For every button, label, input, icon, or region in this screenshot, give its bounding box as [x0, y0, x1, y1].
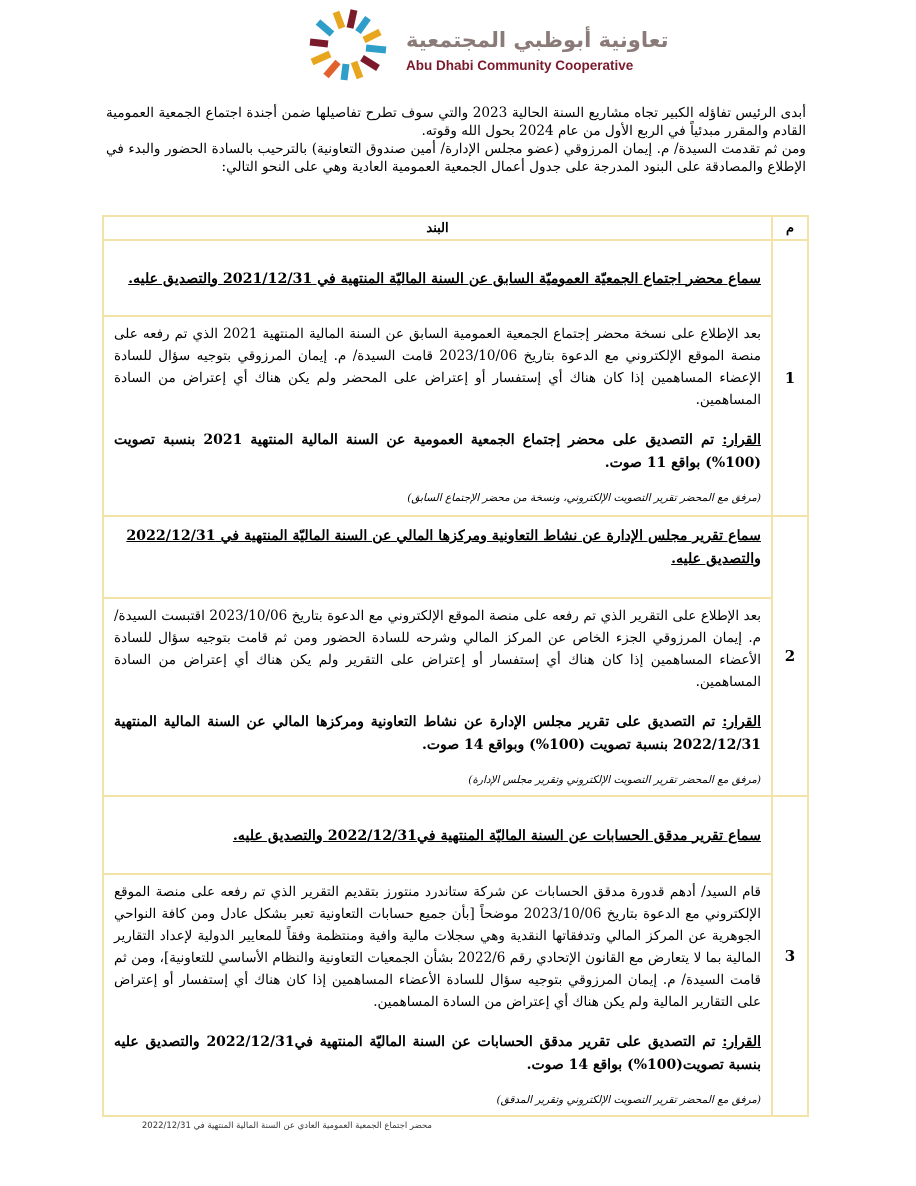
page-footer: محضر اجتماع الجمعية العمومية العادي عن السنة المالية المنتهية في 2022/12/31 — [141, 1121, 432, 1131]
decision-text: تم التصديق على تقرير مدقق الحسابات عن السنة الماليّة المنتهية في2022/12/31 والتصديق عليه بنسبة تصويت(100%) بواقع 14 صوت. — [114, 1034, 761, 1073]
table-row — [103, 516, 808, 598]
decision-text: تم التصديق على محضر إجتماع الجمعية العمومية عن السنة المالية المنتهية 2021 بنسبة تصويت (100%) بواقع 11 صوت. — [114, 432, 761, 471]
decision-label: القرار: — [722, 432, 761, 448]
intro-text — [106, 104, 806, 176]
table-row — [103, 240, 808, 316]
row-decision — [114, 429, 761, 475]
row-number: 2 — [772, 516, 808, 796]
row-description: بعد الإطلاع على نسخة محضر إجتماع الجمعية العمومية السابق عن السنة المالية المنتهية 2021 الذي تم رفعه على منصة الموقع الإلكتروني مع الدعوة بتاريخ 2023/10/06 قامت السيدة/ م. إيمان المرزوقي بتوجيه سؤال للسادة الإعضاء المساهمين إذا كان هناك أي إستفسار أو إعتراض على المحضر ولم يكن هناك أي إعتراض من السادة المساهمين. — [114, 326, 761, 408]
table-row-body — [103, 874, 808, 1116]
row-title: سماع محضر اجتماع الجمعيّة العموميّة السابق عن السنة الماليّة المنتهية في 2021/12/31 والتصديق عليه. — [103, 240, 772, 316]
row-attachment: (مرفق مع المحضر تقرير التصويت الإلكتروني وتقرير المدقق) — [496, 1094, 761, 1106]
row-description: بعد الإطلاع على التقرير الذي تم رفعه على منصة الموقع الإلكتروني مع الدعوة بتاريخ 2023/10/06 اقتبست السيدة/ م. إيمان المرزوقي الجزء الخاص عن المركز المالي وشرحه للسادة الحضور ومن ثم قامت بتوجيه سؤال للسادة الأعضاء المساهمين إذا كان هناك أي إستفسار أو إعتراض على التقرير ولم يكن هناك أي إعتراض من السادة المساهمين. — [114, 608, 762, 690]
decision-text: تم التصديق على تقرير مجلس الإدارة عن نشاط التعاونية ومركزها المالي عن السنة المالية المنتهية 2022/12/31 بنسبة تصويت (100%) وبواقع 14 صوت. — [114, 714, 761, 753]
row-number: 1 — [772, 240, 808, 516]
table-header-row — [103, 216, 808, 240]
row-number: 3 — [772, 796, 808, 1116]
header-logo — [298, 6, 669, 82]
row-body-cell — [103, 598, 772, 796]
intro-paragraph-2: ومن ثم تقدمت السيدة/ م. إيمان المرزوقي (عضو مجلس الإدارة/ أمين صندوق التعاونية) بالترحيب بالسادة الحضور والبدء في الإطلاع والمصادقة على البنود المدرجة على جدول أعمال الجمعية العمومية العادية وهي على النحو التالي: — [106, 141, 806, 175]
row-body-cell — [103, 316, 772, 516]
agenda-table — [102, 215, 809, 1117]
logo-english-name: Abu Dhabi Community Cooperative — [406, 58, 634, 73]
row-title: سماع تقرير مدقق الحسابات عن السنة الماليّة المنتهية في2022/12/31 والتصديق عليه. — [103, 796, 772, 874]
row-decision — [114, 711, 761, 757]
decision-label: القرار: — [722, 1034, 761, 1050]
table-row-body — [103, 316, 808, 516]
row-title: سماع تقرير مجلس الإدارة عن نشاط التعاونية ومركزها المالي عن السنة الماليّة المنتهية في 2022/12/31 والتصديق عليه. — [103, 516, 772, 598]
row-attachment: (مرفق مع المحضر تقرير التصويت الإلكتروني، ونسخة من محضر الإجتماع السابق) — [407, 492, 761, 504]
intro-paragraph-1: أبدى الرئيس تفاؤله الكبير تجاه مشاريع السنة الحالية 2023 والتي سوف تطرح تفاصيلها ضمن أجندة اجتماع الجمعية العمومية القادم والمقرر مبدئياً في الربع الأول من عام 2024 بحول الله وقوته. — [106, 105, 806, 139]
row-decision — [114, 1031, 761, 1077]
decision-label: القرار: — [722, 714, 761, 730]
table-row — [103, 796, 808, 874]
header-item: البند — [103, 216, 772, 240]
cooperative-logo-icon — [298, 6, 398, 82]
header-number: م — [772, 216, 808, 240]
row-description: قام السيد/ أدهم قدورة مدقق الحسابات عن شركة ستاندرد منتورز بتقديم التقرير الذي تم رفعه على منصة الموقع الإلكتروني مع الدعوة بتاريخ 2023/10/06 موضحاً [بأن جميع حسابات التعاونية تعبر بشكل عادل ومن كافة النواحي الجوهرية عن المركز المالي وتدفقاتها النقدية وهي سجلات مالية وافية ومنتظمة وفقاً للمعايير الدولية لإعداد التقارير المالية بما لا يتعارض مع القانون الإتحادي رقم 2022/6 بشأن الجمعيات التعاونية والنظام الأساسي للتعاونية]، ومن ثم قامت السيدة/ م. إيمان المرزوقي بتوجيه سؤال للسادة الأعضاء المساهمين إذا كان هناك أي إستفسار أو إعتراض على التقارير المالية ولم يكن هناك أي إعتراض من السادة المساهمين. — [114, 884, 761, 1010]
row-attachment: (مرفق مع المحضر تقرير التصويت الإلكتروني وتقرير مجلس الإدارة) — [468, 774, 761, 786]
logo-arabic-name: تعاونية أبوظبي المجتمعية — [406, 28, 669, 52]
row-body-cell — [103, 874, 772, 1116]
table-row-body — [103, 598, 808, 796]
